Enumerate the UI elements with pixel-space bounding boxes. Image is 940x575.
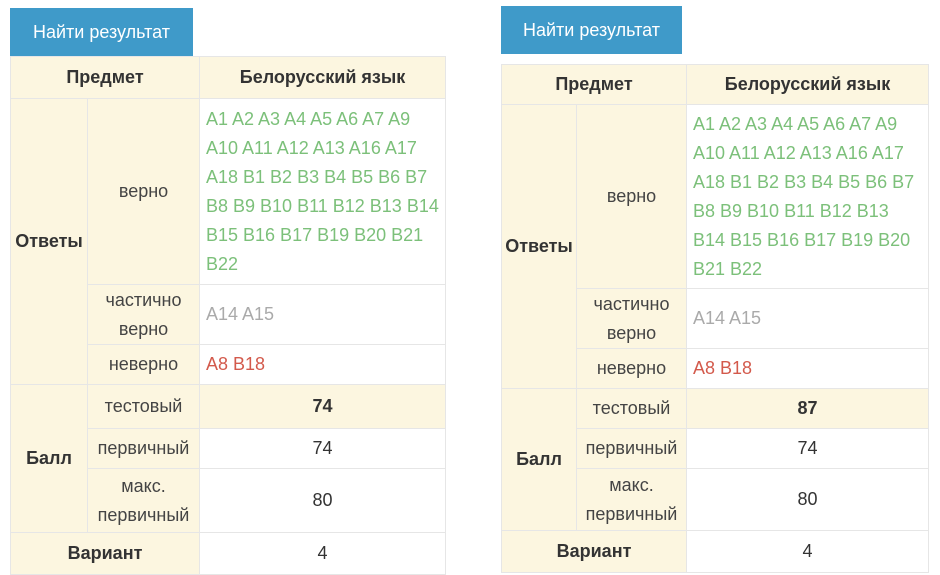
- answers-label: Ответы: [11, 99, 88, 385]
- test-score-value: 87: [687, 389, 929, 429]
- correct-codes: A1 A2 A3 A4 A5 A6 A7 A9 A10 A11 A12 A13 A16 A17 A18 B1 B2 B3 B4 B5 B6 B7 B8 B9 B10 B11 B12 B13 B14 B15 B16 B17 B19 B20 B21 B22: [200, 99, 446, 285]
- partial-codes: A14 A15: [200, 285, 446, 345]
- result-table: [501, 64, 929, 573]
- variant-value: 4: [687, 531, 929, 573]
- score-label: Балл: [502, 389, 577, 531]
- find-result-button[interactable]: Найти результат: [501, 6, 682, 54]
- correct-codes: A1 A2 A3 A4 A5 A6 A7 A9 A10 A11 A12 A13 A16 A17 A18 B1 B2 B3 B4 B5 B6 B7 B8 B9 B10 B11 B12 B13 B14 B15 B16 B17 B19 B20 B21 B22: [687, 105, 929, 289]
- variant-label: Вариант: [502, 531, 687, 573]
- subject-header: Предмет: [502, 65, 687, 105]
- variant-value: 4: [200, 533, 446, 575]
- variant-label: Вариант: [11, 533, 200, 575]
- max-primary-value: 80: [687, 469, 929, 531]
- score-label: Балл: [11, 385, 88, 533]
- subject-header: Предмет: [11, 57, 200, 99]
- primary-score-value: 74: [687, 429, 929, 469]
- max-primary-label: макс. первичный: [88, 469, 200, 533]
- wrong-codes: A8 B18: [687, 349, 929, 389]
- partial-label: частично верно: [88, 285, 200, 345]
- wrong-label: неверно: [88, 345, 200, 385]
- partial-codes: A14 A15: [687, 289, 929, 349]
- subject-name: Белорусский язык: [687, 65, 929, 105]
- test-score-value: 74: [200, 385, 446, 429]
- wrong-codes: A8 B18: [200, 345, 446, 385]
- find-result-button[interactable]: Найти результат: [10, 8, 193, 56]
- primary-score-value: 74: [200, 429, 446, 469]
- partial-label: частично верно: [577, 289, 687, 349]
- subject-name: Белорусский язык: [200, 57, 446, 99]
- max-primary-label: макс. первичный: [577, 469, 687, 531]
- wrong-label: неверно: [577, 349, 687, 389]
- primary-score-label: первичный: [88, 429, 200, 469]
- primary-score-label: первичный: [577, 429, 687, 469]
- answers-label: Ответы: [502, 105, 577, 389]
- result-table: [10, 56, 446, 575]
- max-primary-value: 80: [200, 469, 446, 533]
- test-score-label: тестовый: [88, 385, 200, 429]
- correct-label: верно: [577, 105, 687, 289]
- test-score-label: тестовый: [577, 389, 687, 429]
- correct-label: верно: [88, 99, 200, 285]
